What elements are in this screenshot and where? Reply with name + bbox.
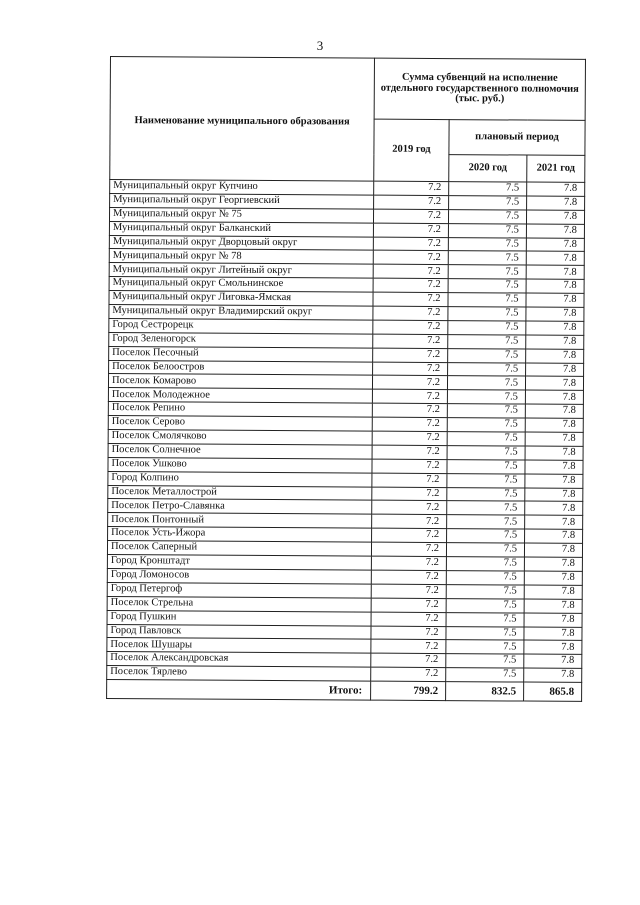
municipality-name: Город Петергоф: [107, 582, 371, 598]
value-2021: 7.8: [524, 585, 582, 599]
value-2019: 7.2: [372, 417, 447, 431]
value-2021: 7.8: [526, 265, 584, 279]
total-row: [107, 680, 582, 702]
value-2019: 7.2: [373, 306, 448, 320]
value-2021: 7.8: [524, 627, 582, 641]
value-2020: 7.5: [448, 209, 526, 223]
municipality-name: Муниципальный округ Георгиевский: [110, 193, 374, 209]
municipality-name: Поселок Солнечное: [108, 443, 372, 459]
municipality-name: Муниципальный округ Купчино: [110, 180, 374, 196]
municipality-name: Муниципальный округ Владимирский округ: [109, 305, 373, 321]
value-2021: 7.8: [525, 404, 583, 418]
value-2020: 7.5: [446, 598, 524, 612]
value-2019: 7.2: [372, 487, 447, 501]
value-2021: 7.8: [524, 668, 582, 682]
value-2021: 7.8: [525, 418, 583, 432]
value-2019: 7.2: [372, 473, 447, 487]
value-2019: 7.2: [373, 348, 448, 362]
value-2020: 7.5: [446, 626, 524, 640]
value-2019: 7.2: [372, 459, 447, 473]
municipality-name: Город Кронштадт: [107, 555, 371, 571]
value-2021: 7.8: [526, 251, 584, 265]
value-2020: 7.5: [447, 390, 525, 404]
value-2019: 7.2: [373, 223, 448, 237]
value-2019: 7.2: [371, 612, 446, 626]
value-2019: 7.2: [373, 264, 448, 278]
value-2019: 7.2: [372, 376, 447, 390]
value-2019: 7.2: [373, 237, 448, 251]
value-2021: 7.8: [526, 210, 584, 224]
municipality-name: Поселок Шушары: [107, 638, 371, 654]
value-2020: 7.5: [446, 571, 524, 585]
value-2019: 7.2: [371, 542, 446, 556]
value-2019: 7.2: [373, 320, 448, 334]
municipality-name: Поселок Понтонный: [108, 513, 372, 529]
value-2019: 7.2: [373, 209, 448, 223]
municipality-name: Поселок Комарово: [108, 374, 372, 390]
value-2020: 7.5: [446, 640, 524, 654]
value-2020: 7.5: [447, 501, 525, 515]
municipality-name: Поселок Александровская: [107, 652, 371, 668]
municipality-name: Город Сестрорецк: [109, 318, 373, 334]
value-2021: 7.8: [524, 654, 582, 668]
municipality-name: Поселок Молодежное: [108, 388, 372, 404]
municipality-name: Поселок Белоостров: [109, 360, 373, 376]
value-2020: 7.5: [448, 265, 526, 279]
municipality-name: Муниципальный округ № 75: [109, 207, 373, 223]
value-2021: 7.8: [526, 321, 584, 335]
value-2019: 7.2: [372, 403, 447, 417]
value-2020: 7.5: [447, 473, 525, 487]
value-2020: 7.5: [448, 251, 526, 265]
value-2021: 7.8: [525, 460, 583, 474]
value-2019: 7.2: [373, 292, 448, 306]
value-2020: 7.5: [448, 334, 526, 348]
value-2021: 7.8: [526, 238, 584, 252]
municipality-name: Поселок Песочный: [109, 346, 373, 362]
municipality-name: Муниципальный округ Балканский: [109, 221, 373, 237]
value-2019: 7.2: [373, 362, 448, 376]
document-sheet: [106, 56, 586, 702]
value-2019: 7.2: [371, 570, 446, 584]
value-2019: 7.2: [372, 528, 447, 542]
value-2019: 7.2: [374, 195, 449, 209]
municipality-name: Поселок Смолячково: [108, 430, 372, 446]
value-2020: 7.5: [447, 515, 525, 529]
value-2019: 7.2: [374, 181, 449, 195]
value-2021: 7.8: [525, 488, 583, 502]
value-2020: 7.5: [449, 182, 527, 196]
value-2021: 7.8: [526, 279, 584, 293]
municipality-name: Поселок Серово: [108, 416, 372, 432]
total-label: Итого:: [107, 680, 371, 701]
municipality-name: Город Пушкин: [107, 610, 371, 626]
municipality-name: Поселок Репино: [108, 402, 372, 418]
value-2020: 7.5: [447, 445, 525, 459]
header-year-2019: 2019 год: [374, 119, 449, 181]
value-2021: 7.8: [526, 224, 584, 238]
value-2021: 7.8: [526, 363, 584, 377]
municipality-name: Поселок Усть-Ижора: [108, 527, 372, 543]
value-2021: 7.8: [526, 293, 584, 307]
municipality-name: Поселок Саперный: [107, 541, 371, 557]
header-plan-period: плановый период: [449, 120, 585, 156]
municipality-name: Поселок Петро-Славянка: [108, 499, 372, 515]
municipality-name: Город Ломоносов: [107, 568, 371, 584]
table-body: [107, 180, 585, 683]
value-2021: 7.8: [526, 335, 584, 349]
value-2021: 7.8: [524, 543, 582, 557]
value-2019: 7.2: [372, 389, 447, 403]
value-2020: 7.5: [447, 376, 525, 390]
page-number: 3: [316, 38, 324, 53]
value-2019: 7.2: [371, 598, 446, 612]
value-2019: 7.2: [371, 639, 446, 653]
header-municipality: Наименование муниципального образования: [110, 57, 375, 182]
total-2020: 832.5: [446, 682, 524, 701]
value-2020: 7.5: [446, 543, 524, 557]
value-2020: 7.5: [448, 362, 526, 376]
value-2020: 7.5: [446, 668, 524, 682]
value-2019: 7.2: [371, 653, 446, 667]
value-2021: 7.8: [525, 390, 583, 404]
value-2020: 7.5: [448, 223, 526, 237]
municipality-name: Муниципальный округ № 78: [109, 249, 373, 265]
value-2019: 7.2: [373, 334, 448, 348]
value-2019: 7.2: [372, 445, 447, 459]
municipality-name: Город Павловск: [107, 624, 371, 640]
value-2019: 7.2: [372, 501, 447, 515]
value-2021: 7.8: [525, 446, 583, 460]
subvention-table: [106, 56, 586, 702]
value-2021: 7.8: [527, 196, 585, 210]
value-2020: 7.5: [447, 529, 525, 543]
value-2020: 7.5: [449, 195, 527, 209]
value-2020: 7.5: [447, 432, 525, 446]
value-2019: 7.2: [373, 278, 448, 292]
value-2019: 7.2: [371, 667, 446, 681]
municipality-name: Город Зеленогорск: [109, 332, 373, 348]
value-2019: 7.2: [371, 626, 446, 640]
value-2020: 7.5: [446, 584, 524, 598]
municipality-name: Муниципальный округ Лиговка-Ямская: [109, 291, 373, 307]
value-2020: 7.5: [448, 348, 526, 362]
value-2021: 7.8: [525, 432, 583, 446]
value-2019: 7.2: [371, 584, 446, 598]
value-2021: 7.8: [524, 640, 582, 654]
value-2020: 7.5: [446, 612, 524, 626]
value-2021: 7.8: [524, 571, 582, 585]
municipality-name: Поселок Стрельна: [107, 596, 371, 612]
value-2021: 7.8: [525, 474, 583, 488]
value-2020: 7.5: [446, 654, 524, 668]
value-2019: 7.2: [372, 431, 447, 445]
value-2019: 7.2: [371, 556, 446, 570]
municipality-name: Поселок Тярлево: [107, 666, 371, 682]
value-2019: 7.2: [372, 514, 447, 528]
value-2020: 7.5: [446, 557, 524, 571]
total-2019: 799.2: [371, 681, 446, 700]
value-2020: 7.5: [448, 307, 526, 321]
value-2020: 7.5: [448, 320, 526, 334]
total-2021: 865.8: [524, 682, 582, 701]
municipality-name: Муниципальный округ Дворцовый округ: [109, 235, 373, 251]
municipality-name: Муниципальный округ Смольнинское: [109, 277, 373, 293]
value-2021: 7.8: [525, 515, 583, 529]
value-2020: 7.5: [448, 293, 526, 307]
header-year-2020: 2020 год: [449, 155, 527, 182]
municipality-name: Поселок Металлострой: [108, 485, 372, 501]
municipality-name: Муниципальный округ Литейный округ: [109, 263, 373, 279]
value-2020: 7.5: [448, 279, 526, 293]
header-subvention-sum: Сумма субвенций на исполнение отдельного государственного полномочия (тыс. руб.): [374, 58, 585, 120]
value-2021: 7.8: [526, 307, 584, 321]
value-2021: 7.8: [524, 613, 582, 627]
value-2021: 7.8: [527, 182, 585, 196]
value-2020: 7.5: [447, 418, 525, 432]
municipality-name: Поселок Ушково: [108, 457, 372, 473]
header-year-2021: 2021 год: [527, 155, 585, 182]
value-2020: 7.5: [447, 459, 525, 473]
value-2020: 7.5: [447, 487, 525, 501]
value-2021: 7.8: [525, 377, 583, 391]
value-2021: 7.8: [525, 502, 583, 516]
value-2021: 7.8: [524, 599, 582, 613]
value-2020: 7.5: [447, 404, 525, 418]
municipality-name: Город Колпино: [108, 471, 372, 487]
value-2021: 7.8: [524, 557, 582, 571]
value-2021: 7.8: [526, 349, 584, 363]
value-2021: 7.8: [525, 529, 583, 543]
value-2020: 7.5: [448, 237, 526, 251]
value-2019: 7.2: [373, 251, 448, 265]
